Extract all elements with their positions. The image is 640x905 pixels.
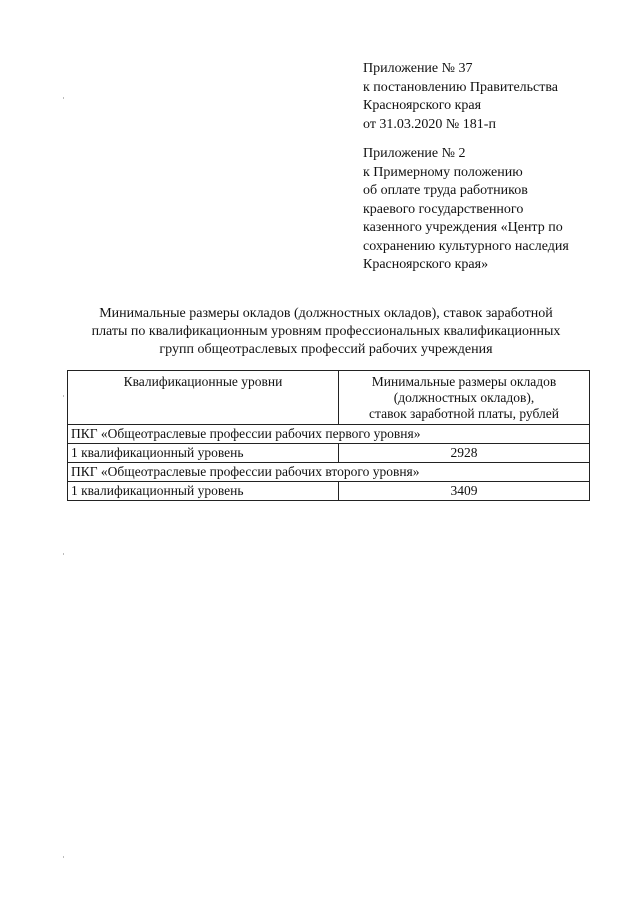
header-salary-line: Минимальные размеры окладов	[371, 374, 557, 389]
appendix-2-line: казенного учреждения «Центр по	[363, 220, 563, 235]
scan-margin-mark	[63, 395, 64, 397]
amount-cell: 2928	[339, 444, 590, 463]
scan-margin-mark	[63, 553, 64, 555]
appendix-37-block	[363, 60, 558, 134]
group-name-cell: ПКГ «Общеотраслевые профессии рабочих первого уровня»	[68, 425, 590, 444]
table-row	[68, 444, 590, 463]
table-group-row	[68, 463, 590, 482]
table-header-row	[68, 371, 590, 425]
header-salary-line: (должностных окладов),	[393, 390, 535, 405]
table-group-row	[68, 425, 590, 444]
appendix-2-line: об оплате труда работников	[363, 183, 528, 198]
appendix-37-number: Приложение № 37	[363, 61, 473, 76]
appendix-37-decree: к постановлению Правительства	[363, 79, 559, 95]
appendix-2-block	[363, 145, 569, 275]
document-title-line: Минимальные размеры окладов (должностных окладов), ставок заработной	[99, 306, 553, 321]
level-cell: 1 квалификационный уровень	[68, 482, 339, 501]
group-name-cell: ПКГ «Общеотраслевые профессии рабочих второго уровня»	[68, 463, 590, 482]
appendix-2-line: Красноярского края»	[363, 257, 489, 272]
amount-cell: 3409	[339, 482, 590, 501]
level-cell: 1 квалификационный уровень	[68, 444, 339, 463]
salary-table	[67, 370, 590, 501]
appendix-2-line: сохранению культурного наследия	[363, 238, 569, 254]
scan-margin-mark	[63, 97, 64, 99]
scan-margin-mark	[63, 856, 64, 858]
header-qualification-levels: Квалификационные уровни	[68, 371, 339, 425]
document-title-line: платы по квалификационным уровням профессиональных квалификационных	[91, 324, 561, 339]
appendix-2-line: краевого государственного	[363, 201, 524, 217]
header-salary-line: ставок заработной платы, рублей	[369, 406, 559, 421]
appendix-2-number: Приложение № 2	[363, 146, 466, 161]
table-row	[68, 482, 590, 501]
appendix-37-date: от 31.03.2020 № 181-п	[363, 116, 496, 132]
document-title-line: групп общеотраслевых профессий рабочих учреждения	[159, 342, 493, 357]
appendix-2-line: к Примерному положению	[363, 164, 523, 180]
document-title	[60, 305, 592, 359]
header-minimum-salary	[339, 371, 590, 425]
appendix-37-region: Красноярского края	[363, 98, 482, 113]
